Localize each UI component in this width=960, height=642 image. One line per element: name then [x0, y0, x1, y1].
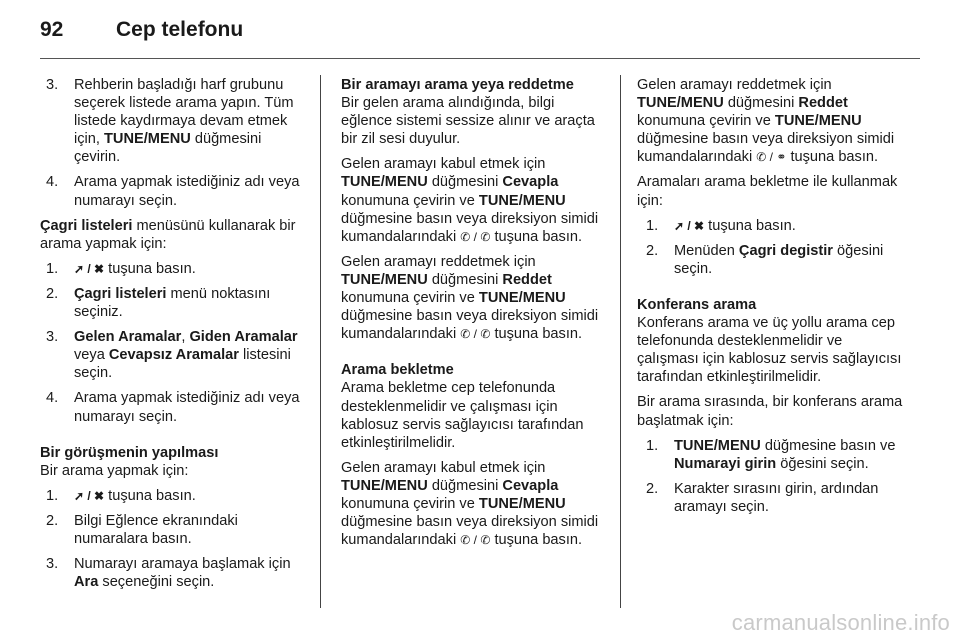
list-item: 1. ➚ / ✖ tuşuna basın.: [46, 260, 196, 277]
paragraph: Çagri listeleri menüsünü kullanarak bir arama yapmak için:: [40, 217, 296, 252]
paragraph: Bir arama sırasında, bir konferans arama başlatmak için:: [637, 394, 903, 429]
list-item: 2. Çagri listeleri menü noktasını seçiniz.: [46, 285, 271, 321]
list-item: 1. ➚ / ✖ tuşuna basın.: [46, 487, 196, 504]
section-heading: Arama bekletme: [341, 362, 454, 379]
paragraph: Gelen aramayı reddetmek için TUNE/MENU düğmesini Reddet konumuna çevirin ve TUNE/MENU düğmesine basın veya direksiyon simidi kumandalarındaki ✆ / ⚭ tuşuna basın.: [637, 77, 895, 166]
paragraph: Bir gelen arama alındığında, bilgi eğlence sistemi sessize alınır ve araçta bir zil sesi duyulur.: [341, 95, 595, 148]
list-item: 2. Menüden Çagri degistir öğesini seçin.: [646, 242, 884, 277]
list-item: 3. Numarayı aramaya başlamak için Ara seçeneğini seçin.: [46, 556, 291, 591]
list-item: 2. Karakter sırasını girin, ardından aramayı seçin.: [646, 480, 879, 515]
page-header: [40, 18, 920, 48]
column-divider-2: [620, 75, 621, 608]
section-heading: Bir aramayı arama yeya reddetme: [341, 77, 574, 93]
list-item: 4. Arama yapmak istediğiniz adı veya numarayı seçin.: [46, 390, 300, 425]
page-title: Cep telefonu: [116, 18, 244, 41]
section-heading: Bir görüşmenin yapılması: [40, 444, 219, 461]
column-1: [40, 76, 308, 598]
paragraph: Arama bekletme cep telefonunda desteklenmelidir ve çalışması için kablosuz servis sağlayıcısı tarafından etkinleştirilmelidir.: [341, 380, 584, 451]
list-item: 1. ➚ / ✖ tuşuna basın.: [646, 217, 796, 234]
phone-accept-icon: ✆ / ✆: [460, 327, 491, 342]
phone-accept-icon: ✆ / ✆: [460, 533, 491, 548]
column-2: [341, 76, 607, 556]
phone-end-icon: ➚ / ✖: [74, 261, 105, 276]
column-3: [637, 76, 905, 523]
page-number: 92: [40, 18, 64, 41]
section-heading: Konferans arama: [637, 296, 757, 313]
list-item: 2. Bilgi Eğlence ekranındaki numaralara basın.: [46, 512, 238, 547]
phone-end-icon: ➚ / ✖: [74, 488, 105, 503]
paragraph: Gelen aramayı reddetmek için TUNE/MENU düğmesini Reddet konumuna çevirin ve TUNE/MENU düğmesine basın veya direksiyon simidi kumandalarındaki ✆ / ✆ tuşuna basın.: [341, 253, 599, 343]
paragraph: Gelen aramayı kabul etmek için TUNE/MENU düğmesini Cevapla konumuna çevirin ve TUNE/MENU düğmesine basın veya direksiyon simidi kumandalarındaki ✆ / ✆ tuşuna basın.: [341, 459, 599, 549]
paragraph: Bir arama yapmak için:: [40, 462, 189, 479]
header-rule: [40, 58, 920, 59]
list-item: 3. Gelen Aramalar, Giden Aramalar veya Cevapsız Aramalar listesini seçin.: [46, 329, 298, 382]
column-divider-1: [320, 75, 321, 608]
list-item: 4. Arama yapmak istediğiniz adı veya numarayı seçin.: [46, 174, 300, 209]
phone-reject-icon: ✆ / ⚭: [756, 150, 787, 165]
paragraph: Aramaları arama bekletme ile kullanmak için:: [637, 174, 898, 209]
list-item: 3. Rehberin başladığı harf grubunu seçerek listede arama yapın. Tüm listede kaydırmaya devam etmek için, TUNE/MENU düğmesini çevirin.: [46, 77, 294, 166]
phone-accept-icon: ✆ / ✆: [460, 229, 491, 244]
watermark: carmanualsonline.info: [731, 610, 950, 635]
paragraph: Gelen aramayı kabul etmek için TUNE/MENU düğmesini Cevapla konumuna çevirin ve TUNE/MENU düğmesine basın veya direksiyon simidi kumandalarındaki ✆ / ✆ tuşuna basın.: [341, 156, 599, 245]
list-item: 1. TUNE/MENU düğmesine basın ve Numarayi girin öğesini seçin.: [646, 437, 896, 472]
phone-end-icon: ➚ / ✖: [674, 218, 705, 233]
paragraph: Konferans arama ve üç yollu arama cep telefonunda desteklenmelidir ve çalışması için kablosuz servis sağlayıcısı tarafından etkinleştirilmelidir.: [637, 315, 902, 386]
